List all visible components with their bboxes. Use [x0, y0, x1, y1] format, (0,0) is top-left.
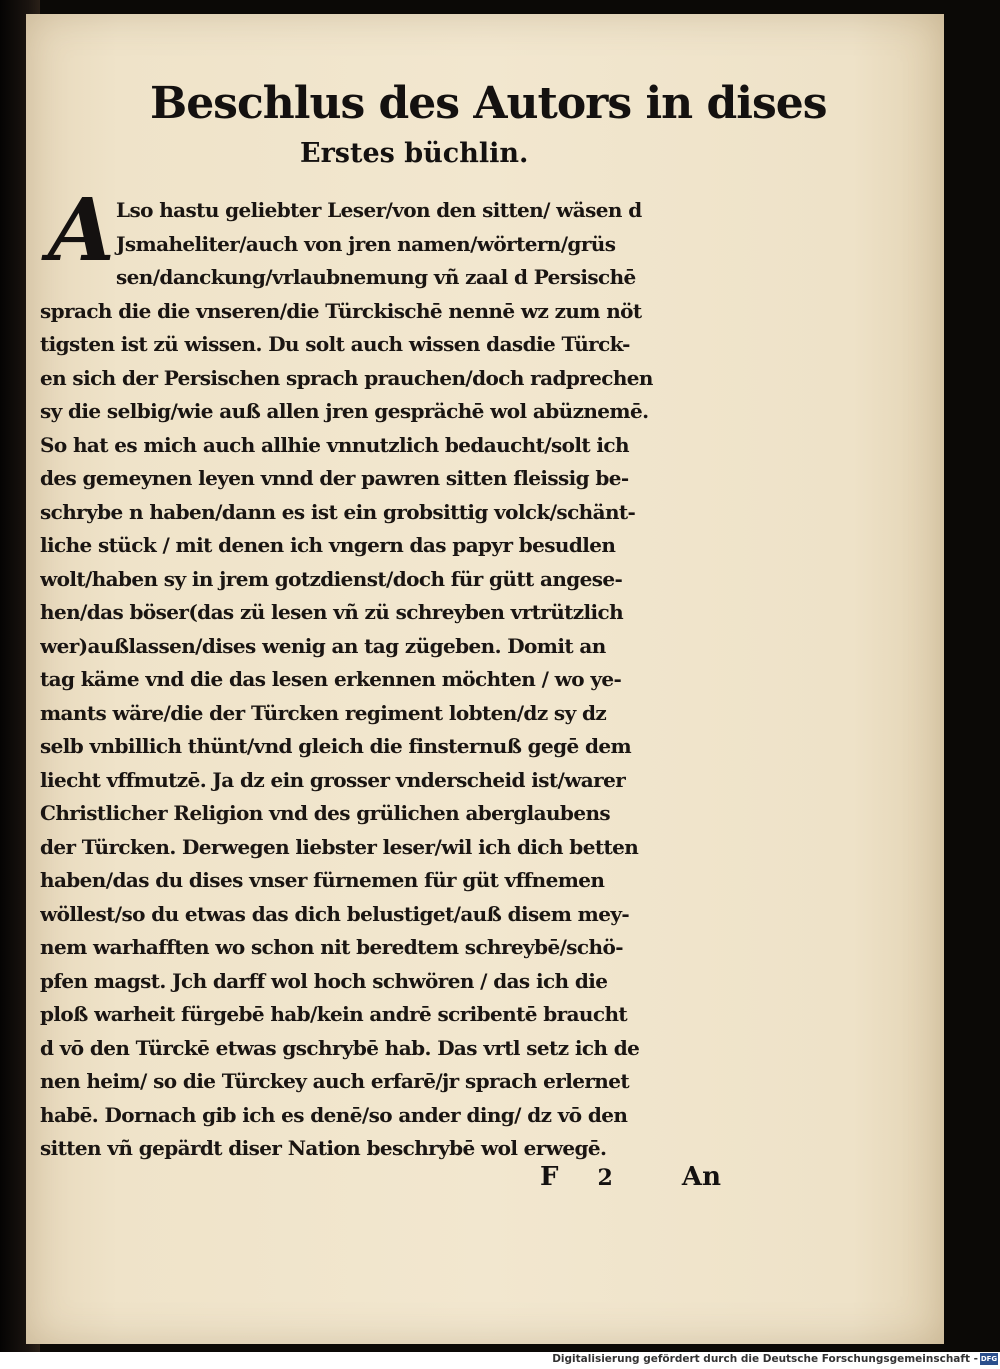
text-line: liecht vffmutzē. Ja dz ein grosser vnderscheid ist/warer [40, 767, 626, 792]
text-line: schrybe n haben/dann es ist ein grobsittig volck/schänt- [40, 499, 636, 524]
text-line: en sich der Persischen sprach prauchen/doch radprechen [40, 365, 653, 390]
text-line: sy die selbig/wie auß allen jren gesprächē wol abüznemē. [40, 399, 649, 423]
text-line: sprach die die vnseren/die Türckischē nennē wz zum nöt [40, 298, 642, 323]
text-line: habē. Dornach gib ich es denē/so ander ding/ dz vō den [40, 1102, 628, 1127]
page-subheading: Erstes büchlin. [300, 138, 529, 169]
catchword: An [681, 1162, 721, 1192]
text-line: d vō den Türckē etwas gschrybē hab. Das vrtl setz ich de [40, 1035, 640, 1060]
text-line: des gemeynen leyen vnnd der pawren sitten fleissig be- [40, 466, 629, 490]
text-line: selb vnbillich thünt/vnd gleich die finsternuß gegē dem [40, 734, 632, 758]
leaf-number: 2 [597, 1165, 613, 1191]
text-line: tigsten ist zü wissen. Du solt auch wissen dasdie Türck- [40, 332, 630, 356]
text-line: sitten vñ gepärdt diser Nation beschrybē wol erwegē. [40, 1136, 607, 1160]
signature-mark: F [540, 1162, 559, 1192]
text-line: ploß warheit fürgebē hab/kein andrē scribentē braucht [40, 1002, 628, 1026]
funding-credit: Digitalisierung gefördert durch die Deutsche Forschungsgemeinschaft - [552, 1353, 978, 1365]
body-text [40, 194, 740, 1166]
drop-cap-initial: A [48, 180, 115, 281]
text-line: haben/das du dises vnser fürnemen für güt vffnemen [40, 868, 605, 892]
text-line: Lso hastu geliebter Leser/von den sitten/ wäsen d [116, 198, 642, 222]
text-line: sen/danckung/vrlaubnemung vñ zaal d Persischē [116, 265, 636, 289]
text-line: der Türcken. Derwegen liebster leser/wil ich dich betten [40, 834, 639, 859]
text-line: wöllest/so du etwas das dich belustiget/auß disem mey- [40, 901, 630, 926]
text-line: Jsmaheliter/auch von jren namen/wörtern/grüs [116, 231, 616, 256]
text-line: nem warhafften wo schon nit beredtem schreybē/schö- [40, 935, 623, 959]
text-line: wolt/haben sy in jrem gotzdienst/doch für gütt angese- [40, 566, 623, 591]
text-line: Christlicher Religion vnd des grülichen aberglaubens [40, 801, 611, 825]
text-line: hen/das böser(das zü lesen vñ zü schreyben vrtrützlich [40, 600, 624, 624]
text-line: tag käme vnd die das lesen erkennen möchten / wo ye- [40, 667, 622, 691]
text-line: liche stück / mit denen ich vngern das papyr besudlen [40, 533, 616, 557]
text-line: So hat es mich auch allhie vnnutzlich bedaucht/solt ich [40, 432, 629, 457]
page-heading: Beschlus des Autors in dises [150, 78, 827, 129]
dfg-logo-icon: DFG [980, 1355, 998, 1363]
page-footer-marks [540, 1162, 740, 1192]
text-line: mants wäre/die der Türcken regiment lobten/dz sy dz [40, 700, 607, 725]
text-line: pfen magst. Jch darff wol hoch schwören / das ich die [40, 968, 608, 993]
text-line: wer)außlassen/dises wenig an tag zügeben. Domit an [40, 633, 606, 658]
text-line: nen heim/ so die Türckey auch erfarē/jr sprach erlernet [40, 1069, 630, 1093]
